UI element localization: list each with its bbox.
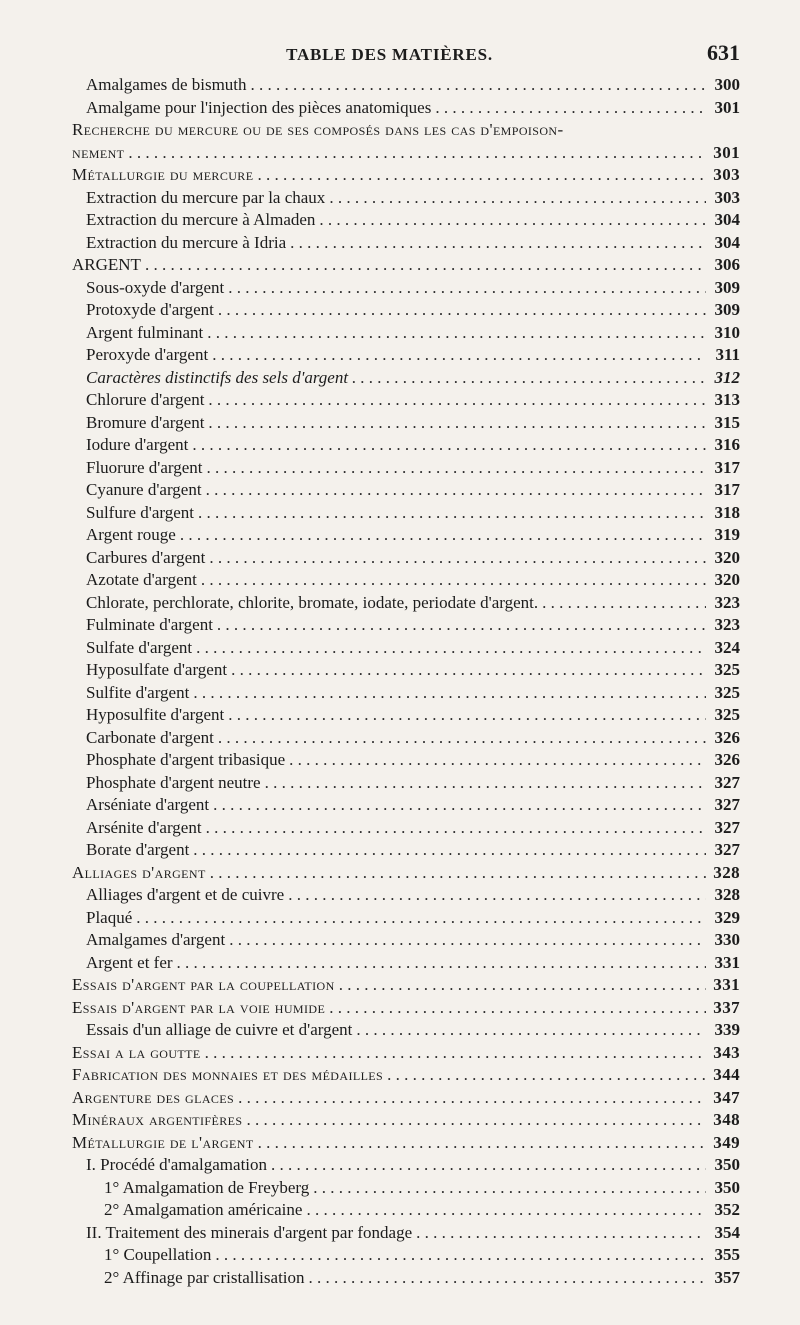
toc-entry	[72, 434, 740, 457]
toc-entry	[72, 322, 740, 345]
toc-entry-page: 330	[714, 930, 740, 949]
leader-dots	[207, 322, 706, 344]
toc-entry-label: Protoxyde d'argent	[86, 300, 214, 319]
leader-dots	[198, 502, 706, 524]
toc-entry	[72, 389, 740, 412]
running-title: TABLE DES MATIÈRES.	[286, 45, 493, 64]
toc-entry	[72, 277, 740, 300]
toc-entry-page: 350	[714, 1155, 740, 1174]
toc-entry-page: 301	[713, 142, 740, 162]
leader-dots	[257, 164, 706, 186]
leader-dots	[290, 232, 706, 254]
toc-entry-label: Argent rouge	[86, 525, 176, 544]
toc-entry	[72, 412, 740, 435]
toc-entry-label: Carbures d'argent	[86, 547, 206, 567]
toc-entry-label: Essais d'argent par la coupellation	[72, 975, 335, 994]
toc-entry-page: 328	[713, 862, 740, 882]
leader-dots	[356, 1019, 706, 1041]
toc-entry	[72, 344, 740, 367]
toc-entry-label: Métallurgie du mercure	[72, 165, 254, 184]
toc-entry	[72, 929, 740, 952]
toc-entry-page: 301	[714, 97, 740, 117]
leader-dots	[136, 907, 706, 929]
toc-entry	[72, 997, 740, 1020]
leader-dots	[435, 97, 706, 119]
toc-entry-label: Caractères distinctifs des sels d'argent	[86, 367, 349, 387]
toc-entry	[72, 569, 740, 592]
toc-entry-page: 313	[714, 390, 740, 409]
toc-entry-label: Amalgames de bismuth	[86, 75, 247, 94]
toc-entry-page: 317	[714, 480, 740, 499]
toc-entry	[72, 817, 740, 840]
toc-entry-label: Fluorure d'argent	[86, 457, 203, 477]
leader-dots	[218, 727, 706, 749]
toc-entry-page: 344	[713, 1065, 740, 1084]
table-of-contents	[72, 74, 740, 1289]
leader-dots	[177, 952, 706, 974]
toc-entry-page: 327	[714, 772, 740, 792]
toc-entry-page: 337	[713, 997, 740, 1017]
toc-entry-page: 304	[714, 210, 740, 229]
toc-entry-label: Sulfate d'argent	[86, 637, 193, 657]
toc-entry-page: 331	[714, 952, 740, 972]
toc-entry-label: Plaqué	[86, 907, 133, 927]
toc-entry-label: Extraction du mercure à Idria	[86, 232, 287, 252]
toc-entry-page: 325	[714, 682, 740, 702]
toc-entry-label: Sous-oxyde d'argent	[86, 277, 225, 297]
leader-dots	[213, 794, 706, 816]
toc-entry-page: 310	[714, 322, 740, 342]
leader-dots	[212, 344, 706, 366]
toc-entry	[72, 907, 740, 930]
toc-entry-label: Essais d'un alliage de cuivre et d'argent	[86, 1020, 353, 1039]
leader-dots	[210, 862, 706, 884]
toc-entry-page: 306	[714, 255, 740, 274]
toc-entry	[72, 187, 740, 210]
toc-entry	[72, 682, 740, 705]
leader-dots	[228, 704, 706, 726]
toc-entry-label: 2° Amalgamation américaine	[104, 1200, 303, 1219]
leader-dots	[201, 569, 706, 591]
toc-entry	[72, 772, 740, 795]
toc-entry-label: ARGENT	[72, 255, 141, 274]
toc-entry-page: 357	[714, 1267, 740, 1287]
toc-entry	[72, 209, 740, 232]
leader-dots	[271, 1154, 706, 1176]
toc-entry-page: 320	[714, 547, 740, 567]
toc-entry-page: 343	[713, 1042, 740, 1062]
leader-dots	[215, 1244, 706, 1266]
toc-entry-label: Cyanure d'argent	[86, 480, 202, 499]
toc-entry	[72, 479, 740, 502]
leader-dots	[231, 659, 706, 681]
toc-entry-page: 309	[714, 300, 740, 319]
toc-entry-label: Métallurgie de l'argent	[72, 1132, 254, 1152]
toc-entry	[72, 367, 740, 390]
toc-entry-page: 312	[714, 367, 740, 387]
toc-entry	[72, 749, 740, 772]
toc-entry	[72, 1154, 740, 1177]
toc-entry-page: 328	[714, 885, 740, 904]
toc-entry-page: 348	[713, 1110, 740, 1129]
toc-entry-label: Alliages d'argent et de cuivre	[86, 885, 285, 904]
toc-entry-page: 327	[714, 817, 740, 837]
toc-entry	[72, 592, 740, 615]
leader-dots	[265, 772, 706, 794]
toc-entry	[72, 1199, 740, 1222]
toc-entry-label: nement	[72, 142, 125, 162]
toc-entry	[72, 74, 740, 97]
toc-entry-label: Hyposulfate d'argent	[86, 660, 228, 679]
toc-entry-label: 2° Affinage par cristallisation	[104, 1267, 305, 1287]
leader-dots	[193, 839, 706, 861]
toc-entry-page: 325	[714, 705, 740, 724]
toc-entry-page: 311	[715, 345, 740, 364]
toc-entry	[72, 1177, 740, 1200]
toc-entry-page: 315	[714, 412, 740, 432]
toc-entry-page: 355	[714, 1245, 740, 1264]
toc-entry-label: Essais d'argent par la voie humide	[72, 997, 326, 1017]
toc-entry-label: Carbonate d'argent	[86, 727, 214, 747]
toc-entry-page: 352	[714, 1200, 740, 1219]
leader-dots	[207, 457, 706, 479]
leader-dots	[288, 884, 706, 906]
toc-entry-page: 347	[713, 1087, 740, 1107]
leader-dots	[289, 749, 706, 771]
toc-entry	[72, 232, 740, 255]
toc-entry-label: Fabrication des monnaies et des médailles	[72, 1065, 384, 1084]
toc-entry-label: Argent fulminant	[86, 322, 204, 342]
toc-entry-label: Argent et fer	[86, 952, 173, 972]
toc-entry-label: Peroxyde d'argent	[86, 345, 209, 364]
toc-entry-page: 324	[714, 637, 740, 657]
toc-entry	[72, 794, 740, 817]
toc-entry-label: Arsénite d'argent	[86, 817, 202, 837]
page-number: 631	[707, 40, 740, 65]
toc-entry-label: Amalgame pour l'injection des pièces anatomiques	[86, 97, 432, 117]
toc-entry-page: 327	[714, 795, 740, 814]
toc-entry-label: Minéraux argentifères	[72, 1110, 243, 1129]
leader-dots	[313, 1177, 706, 1199]
toc-entry	[72, 974, 740, 997]
toc-entry-label: Bromure d'argent	[86, 412, 205, 432]
leader-dots	[128, 142, 706, 165]
leader-dots	[319, 209, 706, 231]
toc-entry-label: Alliages d'argent	[72, 862, 206, 882]
toc-entry	[72, 1064, 740, 1087]
toc-entry-page: 325	[714, 660, 740, 679]
leader-dots	[238, 1087, 706, 1109]
toc-entry-page: 326	[714, 750, 740, 769]
toc-entry-label: Borate d'argent	[86, 840, 190, 859]
toc-entry	[72, 502, 740, 525]
leader-dots	[180, 524, 706, 546]
toc-entry-page: 339	[714, 1020, 740, 1039]
toc-entry	[72, 164, 740, 187]
toc-entry-page: 319	[714, 525, 740, 544]
leader-dots	[208, 412, 706, 434]
toc-entry-label: Sulfure d'argent	[86, 502, 195, 522]
toc-entry-label: Fulminate d'argent	[86, 615, 213, 634]
toc-entry	[72, 1042, 740, 1065]
toc-entry-label: II. Traitement des minerais d'argent par fondage	[86, 1222, 413, 1242]
toc-entry	[72, 1267, 740, 1290]
leader-dots	[306, 1199, 706, 1221]
toc-entry	[72, 884, 740, 907]
toc-entry-label: Essai a la goutte	[72, 1042, 201, 1062]
toc-entry-page: 323	[714, 592, 740, 612]
leader-dots	[209, 547, 706, 569]
toc-entry-label: Extraction du mercure à Almaden	[86, 210, 316, 229]
toc-entry-label: I. Procédé d'amalgamation	[86, 1155, 268, 1174]
toc-entry-page: 300	[714, 75, 740, 94]
leader-dots	[206, 479, 706, 501]
leader-dots	[251, 74, 706, 96]
toc-entry-page: 326	[714, 727, 740, 747]
toc-entry-page: 304	[714, 232, 740, 252]
toc-entry	[72, 1222, 740, 1245]
leader-dots	[387, 1064, 706, 1086]
toc-entry-label: Chlorure d'argent	[86, 390, 205, 409]
toc-entry	[72, 862, 740, 885]
toc-entry	[72, 299, 740, 322]
leader-dots	[339, 974, 706, 996]
leader-dots	[192, 434, 706, 456]
toc-entry-label: Iodure d'argent	[86, 435, 189, 454]
toc-entry	[72, 659, 740, 682]
toc-entry	[72, 1087, 740, 1110]
toc-entry	[72, 1244, 740, 1267]
leader-dots	[352, 367, 706, 389]
leader-dots	[329, 187, 706, 209]
toc-entry-page: 323	[714, 615, 740, 634]
toc-entry-page: 303	[713, 165, 740, 184]
leader-dots	[196, 637, 706, 659]
leader-dots	[258, 1132, 706, 1154]
toc-entry-label: Amalgames d'argent	[86, 930, 226, 949]
toc-entry-page: 309	[714, 277, 740, 297]
leader-dots	[206, 817, 706, 839]
leader-dots	[309, 1267, 706, 1289]
leader-dots	[416, 1222, 706, 1244]
leader-dots	[193, 682, 706, 704]
toc-entry	[72, 524, 740, 547]
toc-entry	[72, 457, 740, 480]
toc-entry-page: 303	[714, 187, 740, 207]
toc-entry	[72, 727, 740, 750]
toc-entry-label: Arséniate d'argent	[86, 795, 210, 814]
toc-entry-page: 329	[714, 907, 740, 927]
toc-entry-page: 317	[714, 457, 740, 477]
toc-entry-label: Chlorate, perchlorate, chlorite, bromate, iodate, periodate d'argent.	[86, 592, 539, 612]
toc-entry-label: Phosphate d'argent tribasique	[86, 750, 286, 769]
toc-entry-page: 349	[713, 1132, 740, 1152]
toc-entry-page: 320	[714, 570, 740, 589]
toc-entry-label: Phosphate d'argent neutre	[86, 772, 261, 792]
toc-entry-page: 331	[713, 975, 740, 994]
toc-entry-page: 316	[714, 435, 740, 454]
toc-entry	[72, 1019, 740, 1042]
toc-entry	[72, 97, 740, 120]
toc-entry	[72, 614, 740, 637]
running-header	[72, 40, 740, 70]
toc-entry	[72, 1132, 740, 1155]
toc-entry	[72, 119, 740, 164]
toc-entry-label: Azotate d'argent	[86, 570, 197, 589]
toc-entry-page: 350	[714, 1177, 740, 1197]
toc-entry-label: Hyposulfite d'argent	[86, 705, 225, 724]
toc-entry-label: 1° Coupellation	[104, 1245, 212, 1264]
leader-dots	[329, 997, 706, 1019]
toc-entry-page: 318	[714, 502, 740, 522]
toc-entry	[72, 704, 740, 727]
toc-entry-label-line1: Recherche du mercure ou de ses composés dans les cas d'empoison-	[72, 120, 564, 139]
leader-dots	[542, 592, 706, 614]
toc-entry-label: Sulfite d'argent	[86, 682, 190, 702]
leader-dots	[217, 614, 706, 636]
toc-entry-line2	[72, 142, 740, 165]
toc-entry	[72, 839, 740, 862]
toc-entry	[72, 952, 740, 975]
leader-dots	[228, 277, 706, 299]
toc-entry	[72, 547, 740, 570]
toc-entry	[72, 254, 740, 277]
toc-entry-label: 1° Amalgamation de Freyberg	[104, 1177, 310, 1197]
leader-dots	[246, 1109, 706, 1131]
toc-entry-label: Argenture des glaces	[72, 1087, 235, 1107]
leader-dots	[145, 254, 706, 276]
toc-entry-page: 327	[714, 840, 740, 859]
leader-dots	[218, 299, 706, 321]
toc-entry-label: Extraction du mercure par la chaux	[86, 187, 326, 207]
toc-entry-page: 354	[714, 1222, 740, 1242]
leader-dots	[205, 1042, 706, 1064]
toc-entry	[72, 637, 740, 660]
leader-dots	[229, 929, 706, 951]
leader-dots	[208, 389, 706, 411]
toc-entry	[72, 1109, 740, 1132]
